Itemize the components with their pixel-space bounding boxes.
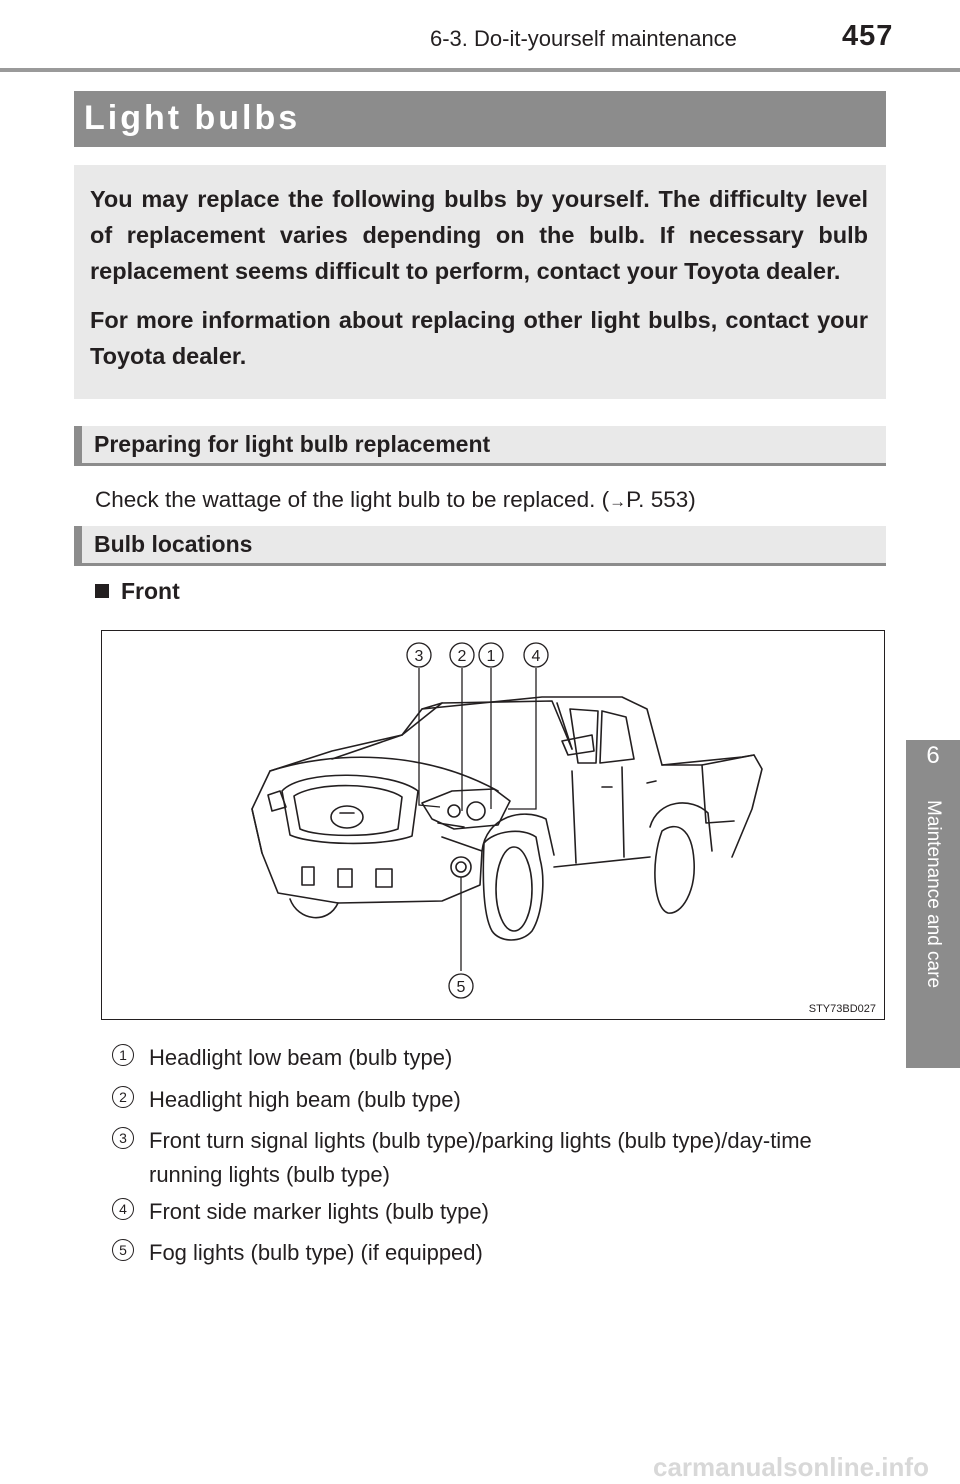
preparing-heading: Preparing for light bulb replacement [94, 431, 491, 457]
header-rule [0, 68, 960, 72]
callout-5 [449, 974, 473, 998]
truck-drawing [102, 631, 885, 1020]
title-bar [74, 91, 886, 147]
svg-text:4: 4 [531, 648, 541, 665]
page-reference-link[interactable]: P. 553) [626, 487, 696, 512]
svg-text:1: 1 [486, 648, 496, 665]
legend-text: Fog lights (bulb type) (if equipped) [149, 1240, 483, 1265]
legend-number: 4 [112, 1198, 134, 1220]
bulb-locations-heading: Bulb locations [94, 531, 253, 557]
svg-text:5: 5 [456, 979, 466, 996]
legend-number: 5 [112, 1239, 134, 1261]
figure-code: STY73BD027 [808, 1003, 876, 1015]
preparing-heading-bar [74, 426, 886, 466]
legend-number: 2 [112, 1086, 134, 1108]
legend-text: Front turn signal lights (bulb type)/parking lights (bulb type)/day-time running lights (bulb type) [149, 1128, 812, 1187]
intro-paragraph-2: For more information about replacing other light bulbs, contact your Toyota dealer. [90, 307, 868, 369]
callout-3 [407, 643, 431, 667]
page-number: 457 [842, 20, 894, 52]
callout-4 [524, 643, 548, 667]
arrow-icon: → [609, 492, 627, 511]
chapter-number: 6 [926, 742, 940, 769]
legend-number: 1 [112, 1044, 134, 1066]
intro-paragraph-1: You may replace the following bulbs by yourself. The difficulty level of replacement varies depending on the bulb. If necessary bulb replacement seems difficult to perform, contact your Toyota dealer. [90, 186, 868, 284]
square-bullet-icon [95, 584, 109, 598]
intro-panel [74, 165, 886, 399]
svg-text:3: 3 [414, 648, 424, 665]
section-title: 6-3. Do-it-yourself maintenance [430, 26, 737, 51]
truck-illustration [101, 630, 885, 1020]
chapter-label: Maintenance and care [923, 800, 944, 989]
front-heading-label: Front [121, 578, 180, 604]
callout-2 [450, 643, 474, 667]
page-title: Light bulbs [84, 99, 301, 137]
watermark: carmanualsonline.info [653, 1452, 929, 1482]
callout-1 [479, 643, 503, 667]
svg-text:2: 2 [457, 648, 467, 665]
front-heading [95, 578, 180, 605]
legend-text: Headlight high beam (bulb type) [149, 1087, 461, 1112]
preparing-text [95, 487, 696, 513]
legend-text: Headlight low beam (bulb type) [149, 1045, 453, 1070]
legend-number: 3 [112, 1127, 134, 1149]
preparing-text-before: Check the wattage of the light bulb to be replaced. ( [95, 487, 610, 512]
legend-text: Front side marker lights (bulb type) [149, 1199, 489, 1224]
bulb-locations-heading-bar [74, 526, 886, 566]
